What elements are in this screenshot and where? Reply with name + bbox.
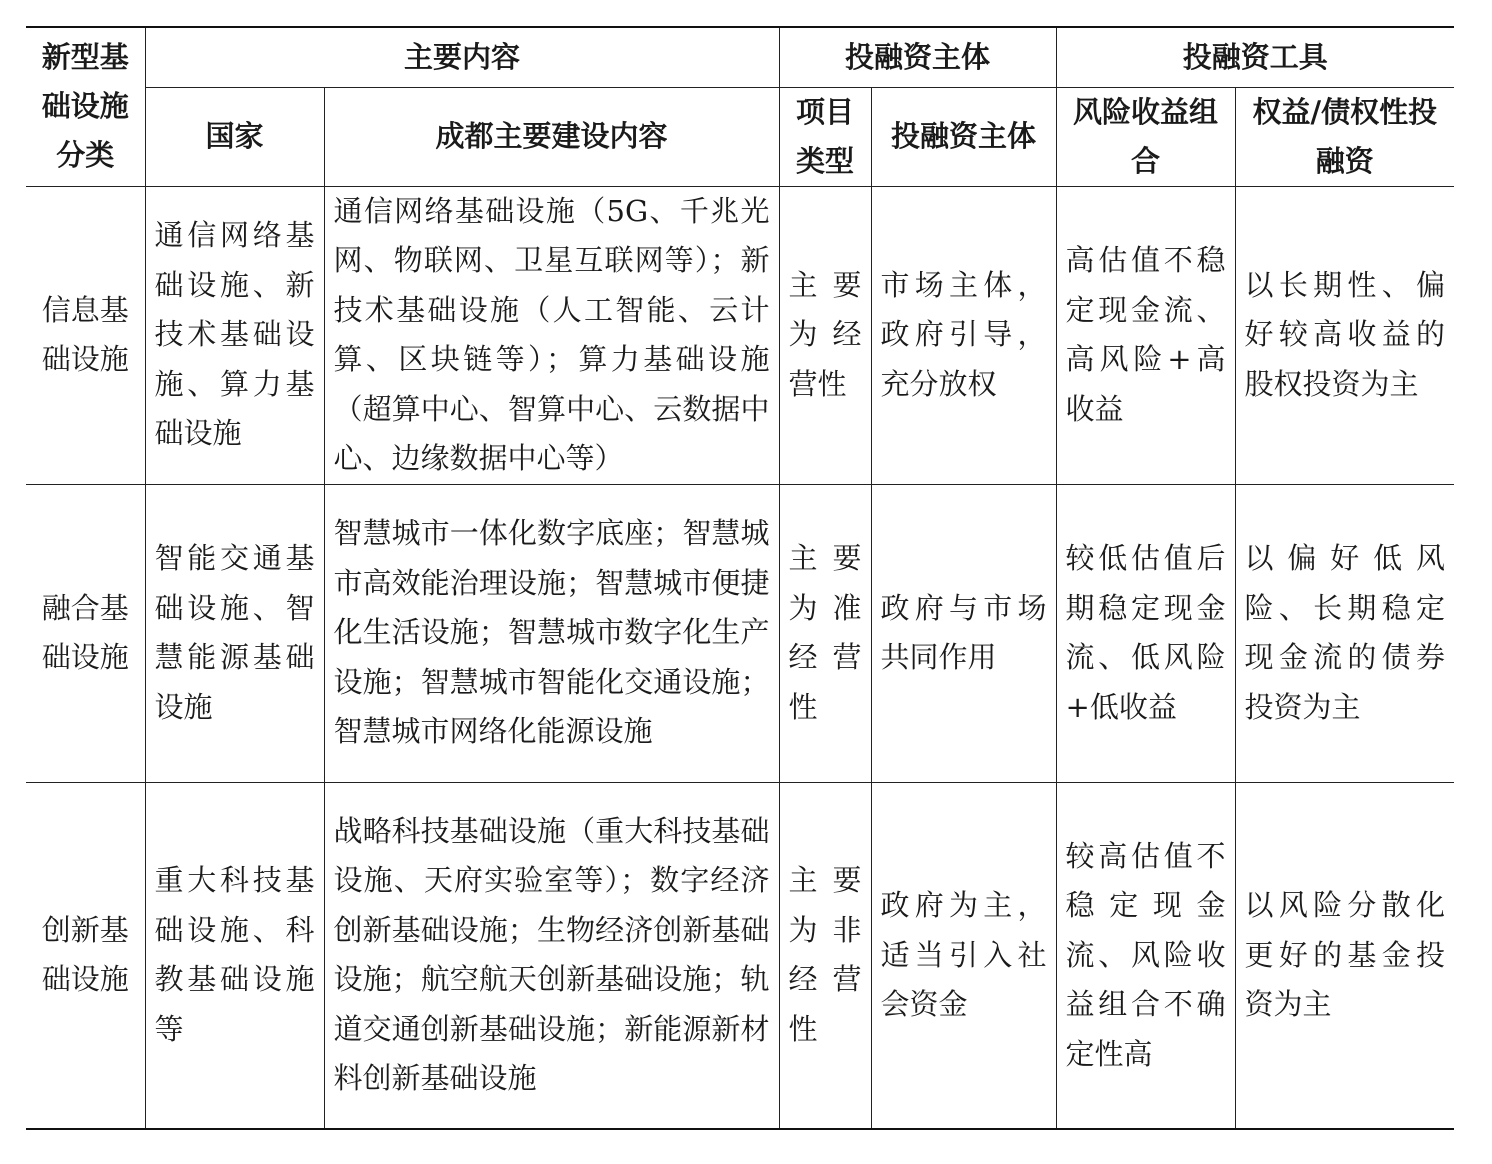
header-financing-subject: 投融资主体 — [871, 87, 1056, 186]
row-category: 创新基础设施 — [26, 782, 145, 1129]
row-country: 重大科技基础设施、科教基础设施等 — [145, 782, 324, 1129]
header-financing-tool-group: 投融资工具 — [1056, 27, 1454, 87]
row-category: 信息基础设施 — [26, 186, 145, 484]
infrastructure-financing-table — [26, 26, 1454, 1130]
row-risk-return: 较低估值后期稳定现金流、低风险+低收益 — [1056, 484, 1235, 782]
row-risk-return: 高估值不稳定现金流、高风险+高收益 — [1056, 186, 1235, 484]
row-country: 智能交通基础设施、智慧能源基础设施 — [145, 484, 324, 782]
table-row — [26, 782, 1454, 1129]
row-financing-subject: 政府为主，适当引入社会资金 — [871, 782, 1056, 1129]
header-equity-debt: 权益/债权性投融资 — [1235, 87, 1454, 186]
row-financing-subject: 政府与市场共同作用 — [871, 484, 1056, 782]
header-category: 新型基础设施分类 — [26, 27, 145, 186]
header-main-content: 主要内容 — [145, 27, 779, 87]
row-financing-subject: 市场主体，政府引导，充分放权 — [871, 186, 1056, 484]
row-equity-debt: 以长期性、偏好较高收益的股权投资为主 — [1235, 186, 1454, 484]
row-chengdu-content: 战略科技基础设施（重大科技基础设施、天府实验室等）；数字经济创新基础设施；生物经济创新基础设施；航空航天创新基础设施；轨道交通创新基础设施；新能源新材料创新基础设施 — [324, 782, 779, 1129]
header-project-type: 项目类型 — [779, 87, 871, 186]
row-equity-debt: 以风险分散化更好的基金投资为主 — [1235, 782, 1454, 1129]
row-project-type: 主要为准经营性 — [779, 484, 871, 782]
header-financing-subject-group: 投融资主体 — [779, 27, 1056, 87]
row-risk-return: 较高估值不稳定现金流、风险收益组合不确定性高 — [1056, 782, 1235, 1129]
row-chengdu-content: 智慧城市一体化数字底座；智慧城市高效能治理设施；智慧城市便捷化生活设施；智慧城市数字化生产设施；智慧城市智能化交通设施；智慧城市网络化能源设施 — [324, 484, 779, 782]
header-risk-return: 风险收益组合 — [1056, 87, 1235, 186]
table-row — [26, 484, 1454, 782]
header-country: 国家 — [145, 87, 324, 186]
row-project-type: 主要为非经营性 — [779, 782, 871, 1129]
row-chengdu-content: 通信网络基础设施（5G、千兆光网、物联网、卫星互联网等）；新技术基础设施（人工智能、云计算、区块链等）；算力基础设施（超算中心、智算中心、云数据中心、边缘数据中心等） — [324, 186, 779, 484]
table-row — [26, 186, 1454, 484]
row-project-type: 主要为经营性 — [779, 186, 871, 484]
header-chengdu-content: 成都主要建设内容 — [324, 87, 779, 186]
row-category: 融合基础设施 — [26, 484, 145, 782]
row-country: 通信网络基础设施、新技术基础设施、算力基础设施 — [145, 186, 324, 484]
row-equity-debt: 以偏好低风险、长期稳定现金流的债券投资为主 — [1235, 484, 1454, 782]
header-row-2 — [26, 87, 1454, 186]
header-row-1 — [26, 27, 1454, 87]
